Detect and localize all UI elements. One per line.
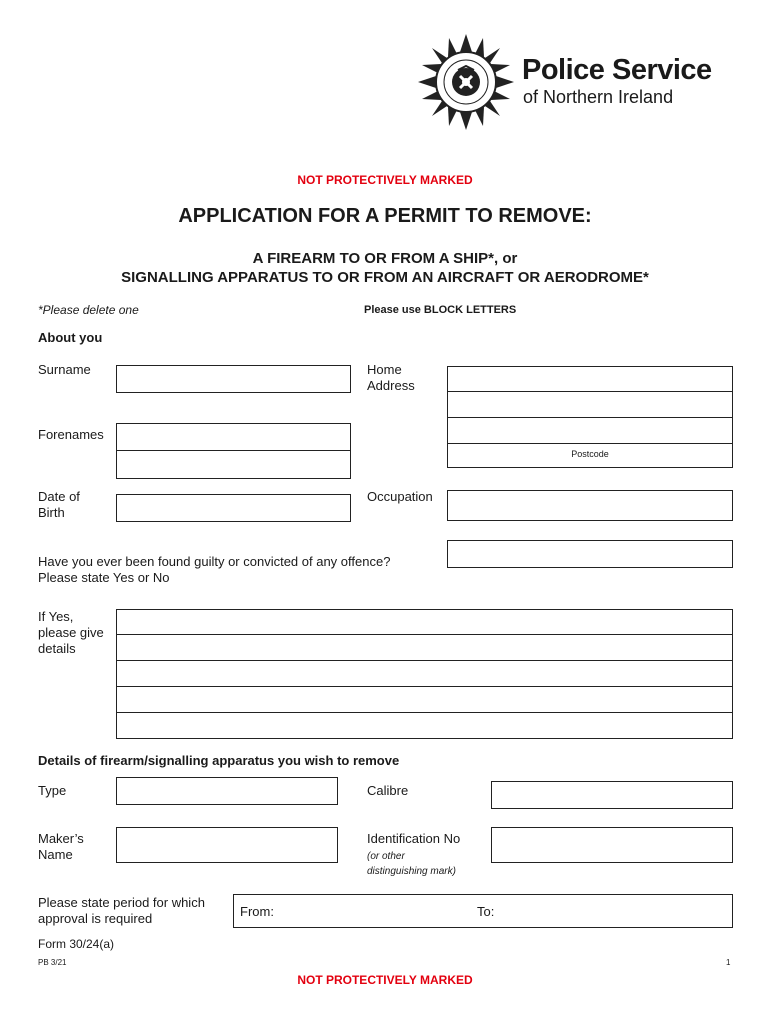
form-subtitle-line1: A FIREARM TO OR FROM A SHIP*, or <box>252 250 518 267</box>
dob-input[interactable] <box>116 494 351 522</box>
postcode-cell[interactable] <box>447 444 733 468</box>
block-letters-note: Please use BLOCK LETTERS <box>364 304 517 316</box>
postcode-label: Postcode <box>571 449 609 459</box>
marking-top: NOT PROTECTIVELY MARKED <box>297 173 473 187</box>
home-address-input[interactable] <box>447 366 733 468</box>
identification-input[interactable] <box>491 827 733 863</box>
to-label: To: <box>477 904 495 919</box>
forenames-line-1[interactable] <box>116 423 351 451</box>
form-number: Form 30/24(a) <box>38 937 115 951</box>
from-label: From: <box>240 904 274 919</box>
section-about-you: About you <box>38 330 103 345</box>
address-line-2[interactable] <box>447 392 733 418</box>
marking-bottom: NOT PROTECTIVELY MARKED <box>297 973 473 987</box>
maker-name-label: Maker’s Name <box>38 831 84 862</box>
forenames-input[interactable] <box>116 423 351 479</box>
occupation-label: Occupation <box>367 489 433 504</box>
offence-details-input[interactable] <box>116 609 733 739</box>
dob-label: Date of Birth <box>38 489 80 520</box>
type-label: Type <box>38 783 67 798</box>
address-line-1[interactable] <box>447 366 733 392</box>
if-yes-label: If Yes, please give details <box>38 609 104 656</box>
occupation-input[interactable] <box>447 490 733 521</box>
forenames-line-2[interactable] <box>116 451 351 479</box>
page-number: 1 <box>726 958 731 967</box>
address-line-3[interactable] <box>447 418 733 444</box>
details-line-3[interactable] <box>116 661 733 687</box>
form-subtitle-line2: SIGNALLING APPARATUS TO OR FROM AN AIRCRAFT OR AERODROME* <box>121 269 649 286</box>
forenames-label: Forenames <box>38 427 104 442</box>
details-line-2[interactable] <box>116 635 733 661</box>
period-label: Please state period for which approval is required <box>38 895 205 926</box>
details-line-5[interactable] <box>116 713 733 739</box>
section-details: Details of firearm/signalling apparatus you wish to remove <box>38 753 400 768</box>
psni-logo <box>416 32 516 132</box>
surname-input[interactable] <box>116 365 351 393</box>
convicted-question: Have you ever been found guilty or convicted of any offence? Please state Yes or No <box>38 554 391 585</box>
details-line-1[interactable] <box>116 609 733 635</box>
period-input[interactable] <box>233 894 733 928</box>
convicted-input[interactable] <box>447 540 733 568</box>
identification-note: (or other distinguishing mark) <box>367 851 456 877</box>
delete-note: *Please delete one <box>38 303 139 317</box>
home-address-label: Home Address <box>367 362 415 393</box>
org-name-line1: Police Service <box>522 54 712 86</box>
calibre-label: Calibre <box>367 783 409 798</box>
calibre-input[interactable] <box>491 781 733 809</box>
details-line-4[interactable] <box>116 687 733 713</box>
identification-label: Identification No <box>367 831 461 846</box>
maker-name-input[interactable] <box>116 827 338 863</box>
crest-icon <box>416 32 516 132</box>
surname-label: Surname <box>38 362 91 377</box>
org-name-line2: of Northern Ireland <box>523 87 674 107</box>
form-title: APPLICATION FOR A PERMIT TO REMOVE: <box>178 205 592 227</box>
type-input[interactable] <box>116 777 338 805</box>
pb-code: PB 3/21 <box>38 958 67 967</box>
